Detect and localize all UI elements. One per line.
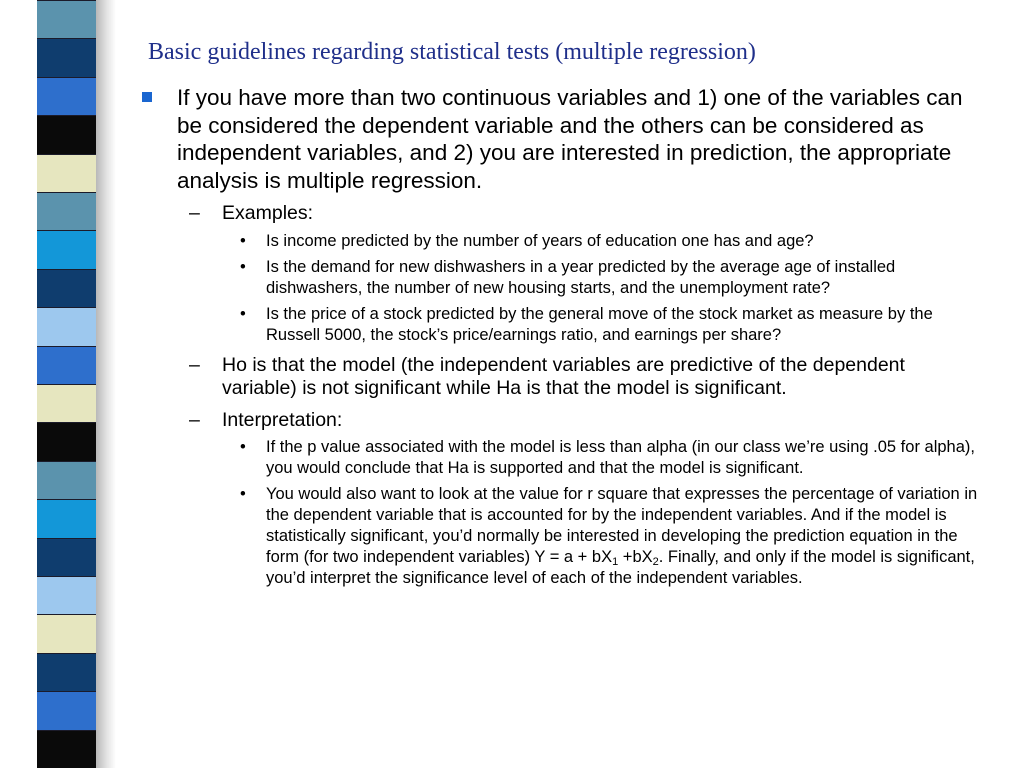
subscript-2: 2: [652, 556, 659, 568]
main-point-text: If you have more than two continuous variables and 1) one of the variables can be considered the dependent variable and the others can be considered as independent variables, and 2) you are interested in prediction, the appropriate analysis is multiple regression.: [177, 85, 963, 193]
equation-text-part: You would also want to look at the value for r square that expresses the percentage of variation in the dependent variable that is accounted for by the independent variables. And if the model is statistically significant, you’d normally be interested in developing the prediction equation in the form (for two independent variables) Y = a + bX: [266, 485, 978, 566]
equation-text-part: . Finally, and only if the model is significant, you’d interpret the significance level of each of the independent variables.: [266, 548, 975, 587]
example-item-text: Is the demand for new dishwashers in a year predicted by the average age of installed dishwashers, the number of new housing starts, and the unemployment rate?: [266, 257, 896, 297]
stripe-segment: [37, 154, 96, 193]
dot-bullet: •: [240, 304, 246, 323]
example-item: [140, 304, 985, 346]
example-item-text: Is income predicted by the number of years of education one has and age?: [266, 231, 814, 250]
dash-bullet: –: [189, 202, 200, 224]
equation-text-part: +bX: [618, 548, 653, 566]
stripe-segment: [37, 461, 96, 500]
dash-bullet: –: [189, 408, 200, 431]
stripe-segment: [37, 346, 96, 385]
stripe-segment: [37, 38, 96, 77]
stripe-segment: [37, 192, 96, 231]
stripe-segment: [37, 307, 96, 346]
example-item-text: Is the price of a stock predicted by the general move of the stock market as measure by the Russell 5000, the stock’s price/earnings ratio, and earnings per share?: [266, 304, 933, 344]
interpretation-heading-text: Interpretation:: [222, 408, 343, 431]
interpretation-item-text: If the p value associated with the model is less than alpha (in our class we’re using .05 for alpha), you would conclude that Ha is supported and that the model is significant.: [266, 438, 975, 477]
dot-bullet: •: [240, 485, 246, 503]
stripe-segment: [37, 499, 96, 538]
stripe-segment: [37, 538, 96, 577]
example-item: [140, 231, 985, 252]
interpretation-heading: [140, 409, 985, 433]
stripe-segment: [37, 384, 96, 423]
stripe-segment: [37, 269, 96, 308]
hypothesis-text: Ho is that the model (the independent variables are predictive of the dependent variable) is not significant while Ha is that the model is significant.: [222, 353, 905, 399]
stripe-segment: [37, 730, 96, 768]
stripe-segment: [37, 576, 96, 615]
stripe-bar-shadow: [96, 0, 116, 768]
stripe-segment: [37, 691, 96, 730]
stripe-segment: [37, 230, 96, 269]
stripe-segment: [37, 0, 96, 39]
interpretation-item: [140, 484, 985, 589]
stripe-segment: [37, 77, 96, 116]
stripe-segment: [37, 422, 96, 461]
main-point: [140, 84, 985, 194]
decorative-stripe-bar: [0, 0, 118, 768]
stripe-segment: [37, 115, 96, 154]
examples-heading-text: Examples:: [222, 202, 314, 224]
slide-title: Basic guidelines regarding statistical tests (multiple regression): [148, 39, 756, 65]
example-item: [140, 257, 985, 299]
subscript-1: 1: [612, 556, 619, 568]
examples-heading: [140, 202, 985, 226]
square-bullet-icon: [142, 92, 152, 102]
interpretation-item-text: [266, 485, 977, 587]
dash-bullet: –: [189, 353, 200, 376]
hypothesis-point: [140, 354, 985, 401]
stripe-segment: [37, 614, 96, 653]
dot-bullet: •: [240, 257, 246, 276]
dot-bullet: •: [240, 438, 246, 456]
interpretation-item: [140, 437, 985, 479]
dot-bullet: •: [240, 231, 246, 250]
slide-body: [140, 84, 985, 589]
stripe-segment: [37, 653, 96, 692]
